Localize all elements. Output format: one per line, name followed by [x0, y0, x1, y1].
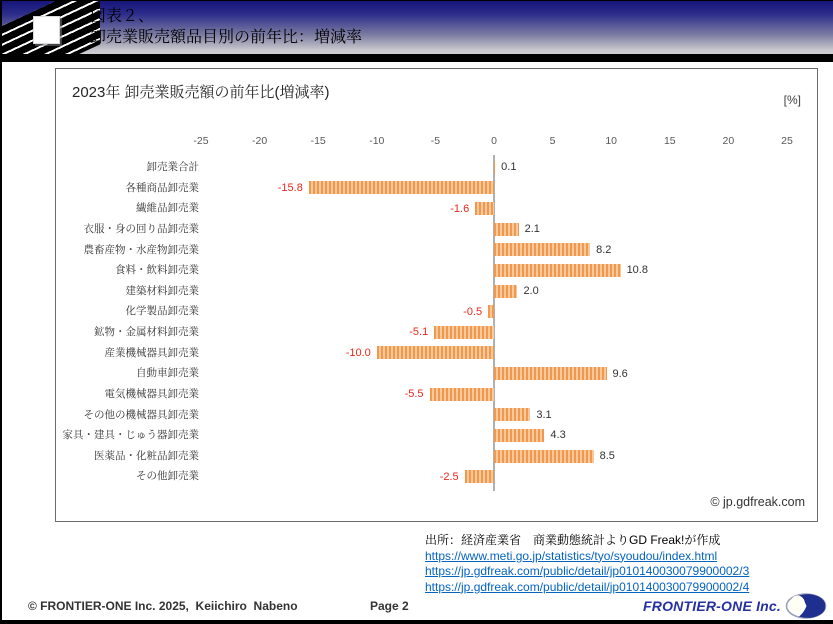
x-axis-tick: 20 — [722, 135, 735, 147]
x-axis-tick-labels — [193, 135, 793, 151]
bar-row — [201, 405, 787, 426]
bar — [494, 408, 530, 421]
category-label: 建築材料卸売業 — [125, 284, 199, 297]
value-label: -5.5 — [404, 388, 424, 401]
bar — [494, 161, 495, 174]
page-border-bottom — [0, 620, 833, 624]
value-label: 0.1 — [501, 161, 517, 174]
value-label: -2.5 — [439, 470, 459, 483]
x-axis-tick: 15 — [663, 135, 676, 147]
chart-credit: © jp.gdfreak.com — [710, 495, 805, 509]
bar — [494, 243, 590, 256]
category-label: 自動車卸売業 — [136, 367, 199, 380]
brand-text: FRONTIER-ONE Inc. — [643, 598, 781, 614]
source-link-gdfreak-3[interactable]: https://jp.gdfreak.com/public/detail/jp010140030079900002/3 — [425, 564, 750, 578]
source-attribution: 出所：経済産業省 商業動態統計よりGD Freak!が作成 — [425, 533, 721, 547]
chart-title: 2023年 卸売業販売額の前年比(増減率) — [72, 84, 330, 101]
footer-copyright: © FRONTIER-ONE Inc. 2025, Keiichiro Nabeno — [28, 599, 298, 613]
value-label: 9.6 — [612, 367, 628, 380]
bar — [494, 285, 517, 298]
bar — [377, 346, 494, 359]
bar — [494, 264, 621, 277]
brand — [643, 592, 827, 620]
page-border-top — [0, 0, 833, 1]
bar — [434, 326, 494, 339]
bar — [488, 305, 494, 318]
bar-row — [201, 260, 787, 281]
frontier-one-logo-icon — [785, 592, 827, 620]
x-axis-tick: -20 — [252, 135, 268, 147]
source-link-gdfreak-4[interactable]: https://jp.gdfreak.com/public/detail/jp010140030079900002/4 — [425, 579, 750, 594]
cube-decoration-icon — [33, 16, 60, 44]
value-label: 8.2 — [596, 243, 612, 256]
category-label: その他卸売業 — [136, 470, 199, 483]
value-label: 3.1 — [536, 408, 552, 421]
header-decoration — [0, 0, 100, 54]
x-axis-tick: -25 — [193, 135, 209, 147]
value-label: 2.1 — [524, 223, 540, 236]
bar-row — [201, 198, 787, 219]
chart-unit-label: [%] — [783, 93, 801, 107]
category-label: 食料・飲料卸売業 — [115, 264, 199, 277]
page-title — [90, 6, 362, 48]
bar — [494, 223, 519, 236]
value-label: 10.8 — [626, 264, 648, 277]
x-axis-tick: 5 — [549, 135, 556, 147]
value-label: -1.6 — [450, 202, 470, 215]
x-axis-tick: -10 — [369, 135, 385, 147]
value-label: 2.0 — [523, 285, 539, 298]
bar-row — [201, 281, 787, 302]
category-label: 家具・建具・じゅう器卸売業 — [62, 429, 199, 442]
category-label: 衣服・身の回り品卸売業 — [83, 222, 199, 235]
source-block — [425, 533, 827, 595]
bar-row — [201, 425, 787, 446]
bar-row — [201, 240, 787, 261]
category-label: 農畜産物・水産物卸売業 — [83, 243, 199, 256]
x-axis-tick: 10 — [605, 135, 618, 147]
value-label: 4.3 — [550, 429, 566, 442]
x-axis-tick: -15 — [310, 135, 326, 147]
bar — [475, 202, 494, 215]
bar — [430, 388, 494, 401]
bar — [465, 470, 494, 483]
bar-row — [201, 384, 787, 405]
bar-row — [201, 322, 787, 343]
bar-row — [201, 363, 787, 384]
bar-row — [201, 157, 787, 178]
value-label: -0.5 — [463, 305, 483, 318]
bar-row — [201, 343, 787, 364]
category-label: 鉱物・金属材料卸売業 — [94, 326, 199, 338]
bar — [494, 367, 607, 380]
value-label: -10.0 — [345, 346, 371, 359]
bar-row — [201, 178, 787, 199]
category-label: 繊維品卸売業 — [136, 202, 199, 215]
bar — [309, 181, 494, 194]
chart-panel — [55, 68, 818, 522]
slide-header — [0, 0, 833, 62]
value-label: -5.1 — [409, 326, 429, 339]
category-label: その他の機械器具卸売業 — [83, 408, 199, 421]
bar — [494, 429, 544, 442]
category-label: 産業機械器具卸売業 — [104, 346, 199, 359]
page-title-line1: 図表２、 — [90, 8, 155, 25]
x-axis-tick: -5 — [430, 135, 441, 147]
page-title-line2: 卸売業販売額品目別の前年比：増減率 — [90, 29, 363, 46]
value-label: 8.5 — [599, 450, 615, 463]
category-label: 電気機械器具卸売業 — [104, 387, 199, 400]
category-label: 卸売業合計 — [146, 161, 199, 173]
category-label: 化学製品卸売業 — [125, 305, 199, 318]
x-axis-tick: 0 — [491, 135, 497, 147]
page-border-left — [0, 0, 2, 624]
page-number: Page 2 — [370, 599, 409, 613]
category-axis-labels — [60, 157, 199, 487]
source-link-meti[interactable]: https://www.meti.go.jp/statistics/tyo/syoudou/index.html — [425, 548, 718, 563]
bar-row — [201, 446, 787, 467]
category-label: 各種商品卸売業 — [125, 181, 199, 194]
category-label: 医薬品・化粧品卸売業 — [94, 449, 199, 462]
bar-row — [201, 466, 787, 487]
plot-area — [201, 157, 787, 487]
bar-row — [201, 219, 787, 240]
bar — [494, 450, 594, 463]
x-axis-tick: 25 — [781, 135, 793, 147]
header-black-strip — [0, 54, 833, 62]
bar-row — [201, 301, 787, 322]
value-label: -15.8 — [277, 181, 303, 194]
